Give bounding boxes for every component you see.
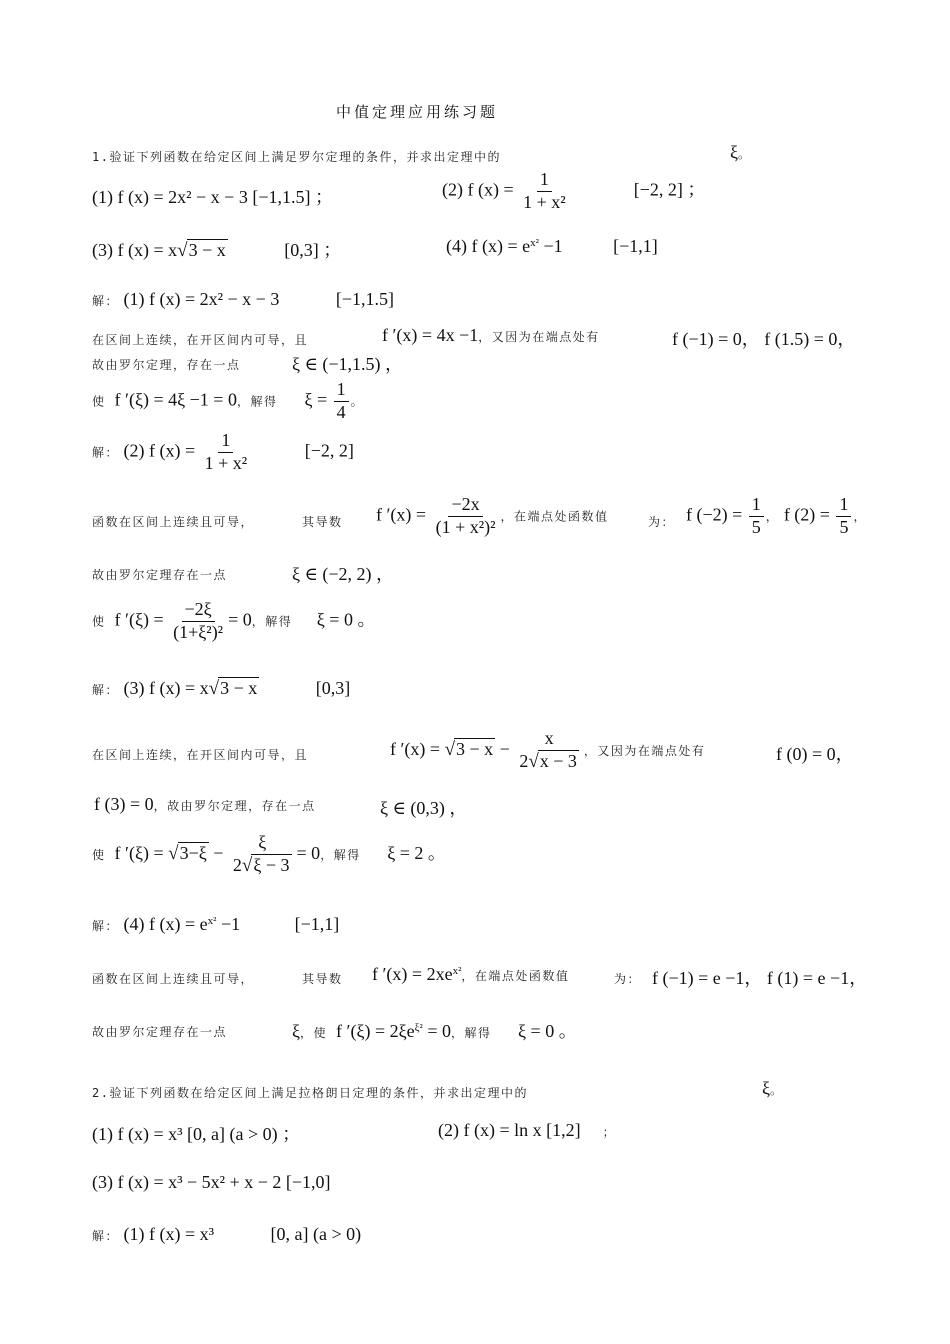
s1-text1: 在区间上连续，在开区间内可导，且 — [92, 333, 309, 347]
s3-header: 解： (3) f (x) = x√3 − x [0,3] — [92, 678, 351, 699]
s3-xi-interval: ξ ∈ (0,3) ， — [380, 798, 468, 818]
s3-equation: 使 f ′(ξ) = √3−ξ − $\frac{\xi}{2√\xi - 3}$ = 0，解得 ξ = 2 。 — [92, 832, 446, 876]
q1-part1: (1) f (x) = 2x² − x − 3 [−1,1.5] ； — [92, 187, 333, 207]
s3-text1: 在区间上连续，在开区间内可导，且 — [92, 748, 309, 762]
s4-equation: ξ，使 f $'(\xi) = 2\xi e^{\xi^2} = 0$，解得 ξ = 0 。 — [292, 1021, 577, 1041]
s1-header: 解： (1) f (x) = 2x² − x − 3 [−1,1.5] — [92, 289, 394, 309]
s2-text2: 其导数 — [302, 515, 343, 529]
q2-part3: (3) f (x) = x³ − 5x² + x − 2 [−1,0] — [92, 1172, 331, 1192]
s4-text2: 其导数 — [302, 972, 343, 986]
s4-derivative: f $'(x) = 2xe^{x^2}$，在端点处函数值 — [372, 964, 570, 984]
q1-xi: ξ。 — [730, 142, 752, 162]
s2-text5: 故由罗尔定理存在一点 — [92, 568, 228, 582]
s2-equation: 使 f ′(ξ) = $\frac{-2\xi}{\text{(1+ξ²)²}}$ = 0，解得 ξ = 0 。 — [92, 599, 376, 642]
s1-endpoint-values: f (−1) = 0， f (1.5) = 0， — [672, 329, 856, 349]
s2-header: 解： (2) f (x) = $\frac{1}{\text{1 + x²}}$ [−2, 2] — [92, 430, 354, 473]
page-title: 中值定理应用练习题 — [336, 103, 499, 121]
s4-text1: 函数在区间上连续且可导， — [92, 972, 255, 986]
q1-part3: (3) f (x) = x√3 − x [0,3] ； — [92, 240, 342, 261]
s2-text1: 函数在区间上连续且可导， — [92, 515, 255, 529]
s3-derivative: f ′(x) = √3 − x − $\frac{x}{2√x - 3}$ ，又因为在端点处有 — [390, 728, 706, 772]
q1-part2: (2) f (x) = $\frac{1}{\text{1 + x²}}$ [−2, 2] ； — [442, 169, 706, 212]
s3-endpoint-value-0: f (0) = 0， — [776, 744, 854, 764]
s3-endpoint-value-3: f (3) = 0，故由罗尔定理，存在一点 — [94, 794, 316, 814]
s4-text5: 故由罗尔定理存在一点 — [92, 1025, 228, 1039]
q2-part1: (1) f (x) = x³ [0, a] (a > 0) ； — [92, 1124, 301, 1144]
q1-stem: 1.验证下列函数在给定区间上满足罗尔定理的条件，并求出定理中的 — [92, 150, 501, 164]
s1-text3: 故由罗尔定理，存在一点 — [92, 358, 241, 372]
s2-derivative: f ′(x) = $\frac{-2x}{\text{(1 + x²)²}}$ ，在端点处函数值 — [376, 494, 609, 537]
s4-text4: 为： — [614, 972, 642, 986]
s1-derivative: f ′(x) = 4x −1，又因为在端点处有 — [382, 325, 600, 345]
q2-stem: 2.验证下列函数在给定区间上满足拉格朗日定理的条件，并求出定理中的 — [92, 1086, 528, 1100]
s1-equation: 使 f ′(ξ) = 4ξ −1 = 0，解得 ξ = $\frac{1}{4}$ 。 — [92, 379, 365, 422]
s4-header: 解： (4) f $(x) = e^{x^2} -1$ [−1,1] — [92, 914, 340, 934]
s2-endpoint-values: f (−2) = $\frac{1}{5}$ ， f (2) = $\frac{1}{5}$ ， — [686, 494, 867, 537]
s4-endpoint-values: f (−1) = e −1， f (1) = e −1， — [652, 968, 868, 988]
q1-part4: (4) f $(x) = e^{x^2} -1$ [−1,1] — [446, 236, 658, 256]
s1-xi-interval: ξ ∈ (−1,1.5) ， — [292, 354, 403, 374]
q2-xi: ξ。 — [762, 1078, 784, 1098]
s5-header: 解： (1) f (x) = x³ [0, a] (a > 0) — [92, 1224, 362, 1244]
s2-text4: 为： — [648, 515, 676, 529]
q2-part2: (2) f (x) = ln x [1,2] ； — [438, 1120, 617, 1140]
s2-xi-interval: ξ ∈ (−2, 2) ， — [292, 564, 394, 584]
